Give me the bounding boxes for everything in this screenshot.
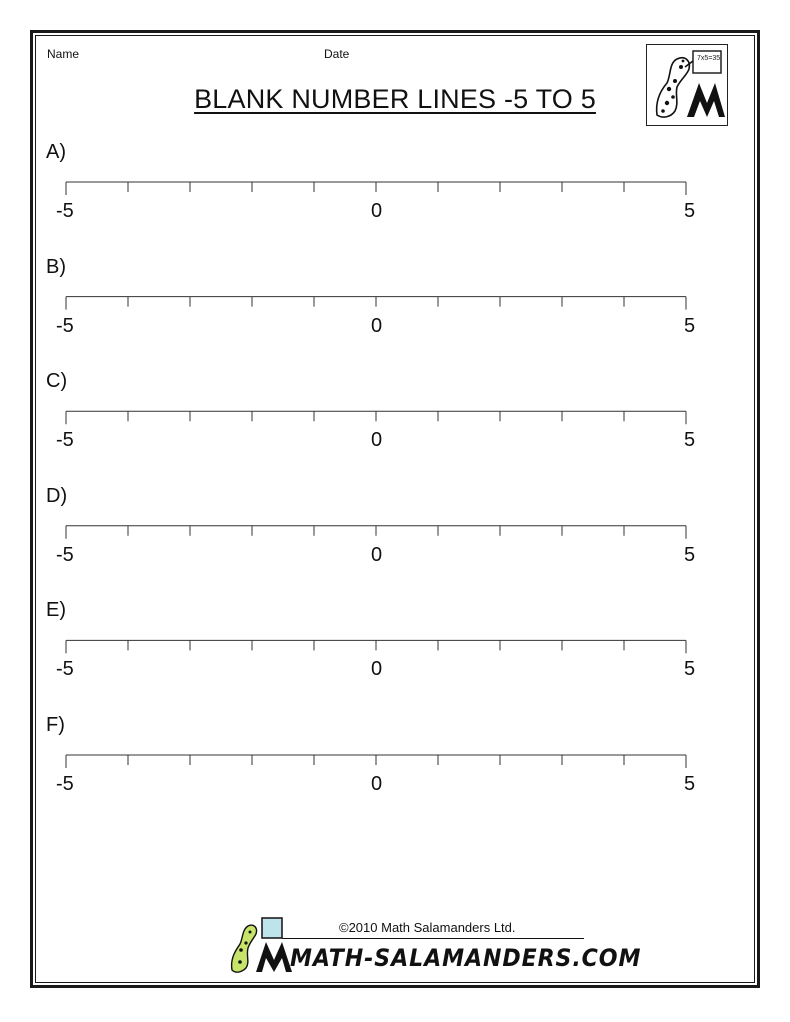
tick-label-min: -5 xyxy=(56,658,74,681)
math-salamanders-logo xyxy=(646,44,728,126)
tick-label-min: -5 xyxy=(56,314,74,337)
tick-label-min: -5 xyxy=(56,543,74,566)
page-title: BLANK NUMBER LINES -5 TO 5 xyxy=(194,84,596,114)
tick-label-zero: 0 xyxy=(371,429,383,452)
problem-label: C) xyxy=(46,370,68,393)
tick-label-max: 5 xyxy=(684,658,696,681)
tick-label-min: -5 xyxy=(56,200,74,222)
problem-label: F) xyxy=(46,714,65,736)
site-name: MATH-SALAMANDERS.COM xyxy=(290,944,642,972)
footer-salamander-icon xyxy=(226,916,294,974)
tick-label-max: 5 xyxy=(684,314,696,337)
logo-board-text: 7x5=35 xyxy=(697,55,721,62)
name-label: Name xyxy=(47,47,80,61)
page-border-inner xyxy=(35,35,755,983)
salamander-logo-icon xyxy=(647,45,727,125)
footer-divider xyxy=(282,938,584,939)
tick-label-zero: 0 xyxy=(371,658,383,681)
date-label: Date xyxy=(324,47,350,61)
tick-label-zero: 0 xyxy=(371,314,383,337)
copyright-text: ©2010 Math Salamanders Ltd. xyxy=(339,920,516,935)
problem-label: B) xyxy=(46,255,66,278)
problem-label: E) xyxy=(46,599,66,622)
tick-label-max: 5 xyxy=(684,773,696,795)
tick-label-zero: 0 xyxy=(371,200,383,222)
problem-label: A) xyxy=(46,141,66,163)
tick-label-zero: 0 xyxy=(371,773,383,795)
footer-logo xyxy=(226,916,294,974)
tick-label-min: -5 xyxy=(56,773,74,795)
tick-label-max: 5 xyxy=(684,200,696,222)
tick-label-zero: 0 xyxy=(371,543,383,566)
tick-label-max: 5 xyxy=(684,429,696,452)
tick-label-max: 5 xyxy=(684,543,696,566)
tick-label-min: -5 xyxy=(56,429,74,452)
problem-label: D) xyxy=(46,484,68,507)
